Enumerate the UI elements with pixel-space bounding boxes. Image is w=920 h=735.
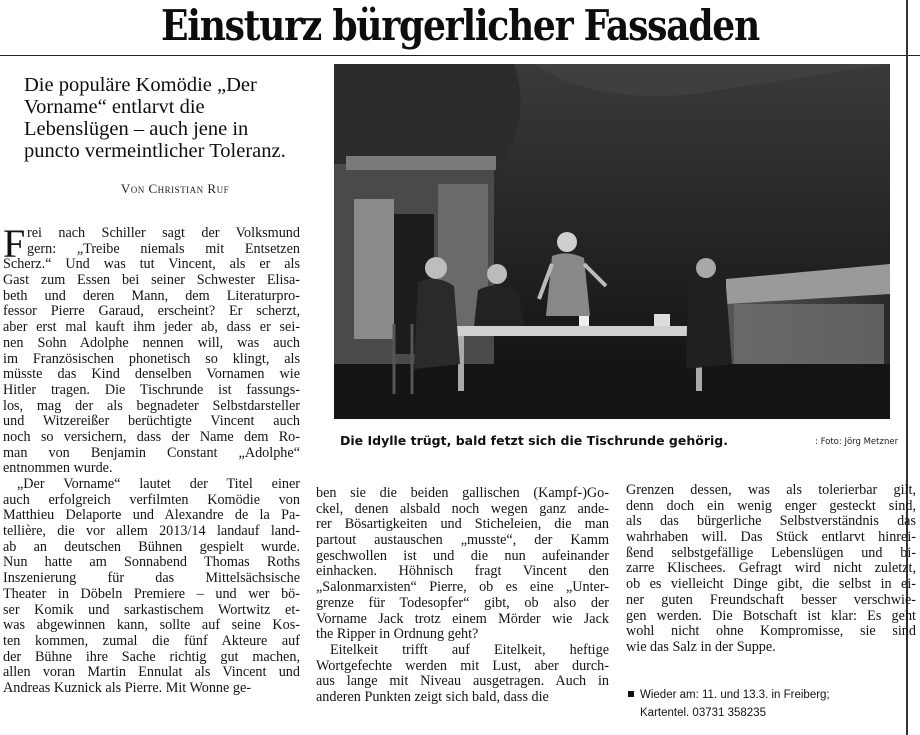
text-line: Matthieu Delaporte und Alexandre de la Pa- — [3, 507, 300, 524]
text-line: ben sie die beiden gallischen (Kampf-)Go- — [316, 485, 609, 501]
text-line: Wortgefechte werden mit Lust, aber durch- — [316, 657, 609, 674]
text-line: rer Bösartigkeiten und Sticheleien, die man — [316, 516, 609, 533]
text-line: Gast zum Essen bei seiner Schwester Elisa- — [3, 272, 300, 289]
teaser-line: Die populäre Komödie „Der — [24, 74, 257, 96]
text-line: Scherz.“ Und was tut Vincent, als er als — [3, 256, 300, 273]
photo-credit: : Foto: Jörg Metzner — [815, 437, 899, 447]
text-line: nen Sohn Adolphe nennen will, was auch — [3, 334, 300, 351]
article-column-1 — [3, 221, 300, 697]
text-line: was abgewinnen kann, sollte auf seine Kos- — [3, 617, 300, 634]
text-line: Eitelkeit trifft auf Eitelkeit, heftige — [330, 641, 609, 658]
text-line: als das bürgerliche Selbstverständnis das — [626, 513, 916, 530]
text-line: ner guten Freundschaft besser verschwie- — [626, 591, 916, 608]
byline: Von Christian Ruf — [120, 181, 230, 196]
teaser — [24, 74, 319, 162]
article-column-2 — [316, 486, 609, 706]
teaser-line: puncto vermeintlicher Toleranz. — [24, 140, 286, 162]
text-line: wahrhaben will. Das Stück entlarvt hinrei- — [626, 529, 916, 546]
stage-photo — [334, 64, 890, 419]
text-line: beth und deren Mann, dem Literaturpro- — [3, 287, 300, 304]
text-line: ob es vielleicht Dinge gibt, die selbst in ei- — [626, 576, 916, 593]
text-line: Andreas Kuznick als Pierre. Mit Wonne ge- — [3, 679, 251, 696]
teaser-line: Lebenslügen – auch jene in — [24, 118, 249, 140]
text-line: ßend selbstgefällige Lebenslügen und bi- — [626, 544, 916, 561]
article-column-3 — [626, 483, 916, 656]
text-line: anderen Punkten zeigt sich bald, dass die — [316, 688, 549, 705]
text-line: geschwollen ist und die nun aufeinander — [316, 547, 609, 564]
headline-rule — [0, 55, 920, 56]
ticket-phone-text: Kartentel. 03731 358235 — [640, 707, 766, 719]
text-line: rei nach Schiller sagt der Volksmund — [27, 225, 300, 241]
text-line: zarre Klischees. Gefragt wird nicht zuletzt, — [626, 560, 916, 577]
text-line: Theater in Döbeln Premiere – und wer bö- — [3, 585, 300, 602]
text-line: Vorname Jack trotz einem Mörder wie Jack — [316, 610, 609, 627]
text-line: Hitler tragen. Die Tischrunde ist fassungs- — [3, 381, 300, 398]
text-line: ser Komik und sarkastischem Wortwitz et- — [3, 601, 300, 618]
text-line: Grenzen dessen, was als tolerierbar gilt, — [626, 482, 916, 498]
text-line: the Ripper in Ordnung geht? — [316, 626, 479, 643]
text-line: wohl nicht ohne Kompromisse, sie sind — [626, 623, 916, 640]
text-line: entnommen wurde. — [3, 460, 113, 477]
teaser-line: Vorname“ entlarvt die — [24, 96, 205, 118]
text-line: ten kommen, zumal die fünf Akteure auf — [3, 632, 300, 649]
text-line: wie das Salz in der Suppe. — [626, 638, 776, 655]
text-line: einhacken. Höhnisch fragt Vincent den — [316, 563, 609, 580]
text-line: Nun hatte am Sonnabend Thomas Roths — [3, 554, 300, 571]
text-line: aus lange mit Niveau ausgetragen. Auch in — [316, 673, 609, 690]
dropcap: F — [3, 221, 26, 266]
text-line: los, mag der als begnadeter Selbstdarsteller — [3, 397, 300, 414]
text-line: aber erst mal kauft ihm jeder ab, dass er sei- — [3, 319, 300, 336]
text-line: müsste das Kind denselben Vornamen wie — [3, 366, 300, 383]
text-line: man von Benjamin Constant „Adolphe“ — [3, 444, 300, 461]
text-line: „Salonmarxisten“ Pierre, ob es eine „Unter- — [316, 579, 609, 596]
text-line: Inszenierung für das Mittelsächsische — [3, 570, 300, 587]
photo-caption: Die Idylle trügt, bald fetzt sich die Tischrunde gehörig. — [340, 433, 728, 448]
text-line: gen werden. Die Botschaft ist klar: Es geht — [626, 607, 916, 624]
performance-dates-text: Wieder am: 11. und 13.3. in Freiberg; — [640, 689, 830, 701]
ticket-phone — [628, 704, 908, 722]
text-line: partout austauschen „musste“, der Kamm — [316, 532, 609, 549]
text-line: denn doch ein wenig enger gesteckt sind, — [626, 497, 916, 514]
text-line: im Französischen phonetisch so klingt, als — [3, 350, 300, 367]
performance-info — [628, 686, 908, 722]
stage-scene-image — [334, 64, 890, 419]
text-line: auch erfolgreich verfilmten Komödie von — [3, 491, 300, 508]
text-line: der Bühne ihre Sache richtig gut machen, — [3, 648, 300, 665]
text-line: fessor Pierre Garaud, erscheint? Er scherzt, — [3, 303, 300, 320]
text-line: „Der Vorname“ lautet der Titel einer — [17, 476, 300, 492]
text-line: noch so versichern, dass der Name dem Ro- — [3, 428, 300, 445]
headline: Einsturz bürgerlicher Fassaden — [161, 1, 759, 50]
text-line: ckel, denen alsbald noch wegen ganz ande- — [316, 500, 609, 517]
bullet-icon — [628, 691, 634, 697]
text-line: allen voran Martin Ennulat als Vincent und — [3, 664, 300, 681]
performance-dates — [628, 686, 908, 704]
text-line: und Witzereißer berüchtigte Vincent auch — [3, 413, 300, 430]
text-line: ab an deutschen Bühnen gespielt wurde. — [3, 538, 300, 555]
text-line: gern: „Treibe niemals mit Entsetzen — [27, 240, 300, 257]
text-line: grenze für Todesopfer“ gibt, ob also der — [316, 594, 609, 611]
text-line: tellière, die vor allem 2013/14 landauf land- — [3, 523, 300, 540]
